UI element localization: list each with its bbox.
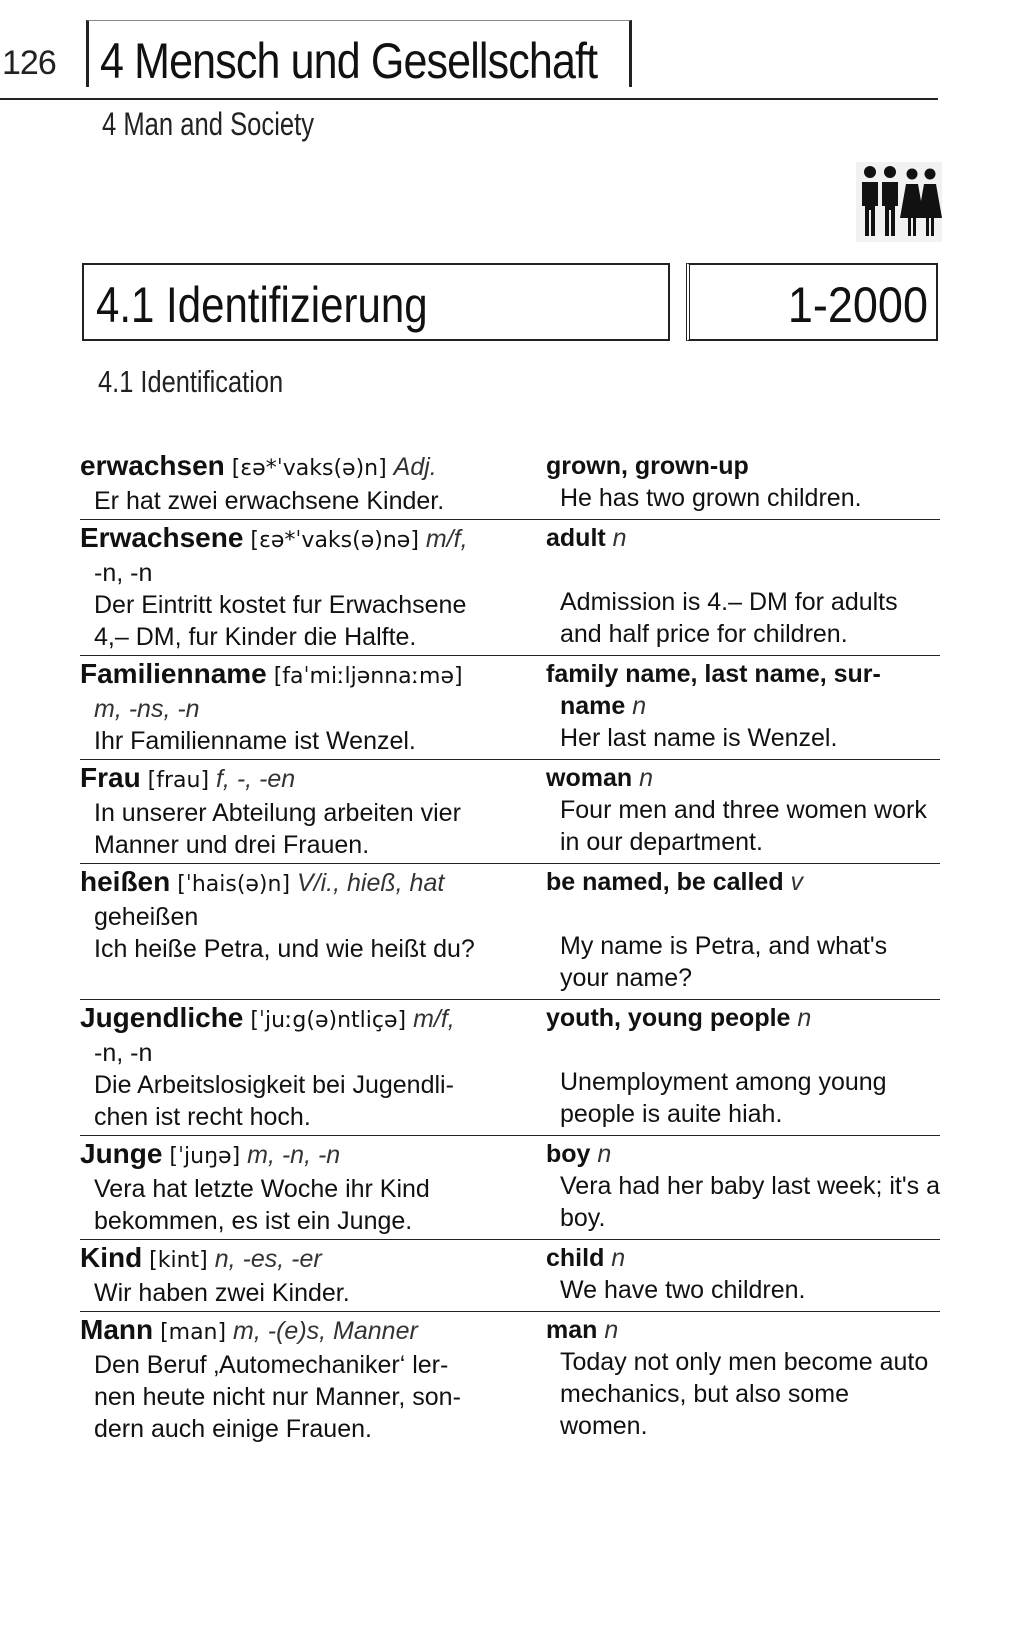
entry-english <box>530 866 940 997</box>
entry-english <box>530 1314 940 1445</box>
example-de: Ihr Familienname ist Wenzel. <box>94 727 416 755</box>
example-en: Vera had her baby last week; it's a <box>560 1172 940 1200</box>
page-number: 126 <box>2 44 56 82</box>
pronunciation: [ɛə*ˈvaks(ə)nə] <box>250 528 419 553</box>
grammar: n, -es, -er <box>214 1245 322 1273</box>
pronunciation: [ˈjuːg(ə)ntliçə] <box>250 1008 407 1033</box>
example-de: Manner und drei Frauen. <box>94 831 370 859</box>
pronunciation: [ˈhais(ə)n] <box>177 872 291 897</box>
entry-german <box>80 1002 530 1133</box>
grammar: m/f, <box>425 525 468 553</box>
translation-pos: n <box>597 1140 612 1168</box>
pronunciation: [man] <box>160 1320 227 1345</box>
translation-continued: name <box>560 692 626 720</box>
entry <box>80 1000 940 1136</box>
entry-german <box>80 1314 530 1445</box>
entry <box>80 864 940 1000</box>
example-en: He has two grown children. <box>560 484 862 512</box>
entry <box>80 1312 940 1447</box>
spacer <box>546 898 940 930</box>
entry-english <box>530 658 940 757</box>
pronunciation: [kint] <box>149 1248 208 1273</box>
headword: Jugendliche <box>80 1002 244 1033</box>
entry <box>80 760 940 864</box>
entry-english <box>530 1138 940 1237</box>
headword: Mann <box>80 1314 154 1345</box>
entry-german <box>80 866 530 997</box>
pronunciation: [faˈmiːljənnaːmə] <box>273 664 463 689</box>
translation-pos: n <box>797 1004 812 1032</box>
spacer <box>80 965 522 997</box>
grammar: m, -(e)s, Manner <box>233 1317 418 1345</box>
example-en: your name? <box>560 964 693 992</box>
translation-pos: n <box>611 1244 626 1272</box>
chapter-title: 4 Mensch und Gesellschaft <box>100 33 598 89</box>
entry-english <box>530 1242 940 1309</box>
translation: youth, young people <box>546 1004 791 1032</box>
example-de: nen heute nicht nur Manner, son- <box>94 1383 461 1411</box>
translation-pos: n <box>604 1316 619 1344</box>
example-de: In unserer Abteilung arbeiten vier <box>94 799 461 827</box>
example-en: boy. <box>560 1204 606 1232</box>
grammar: m, -n, -n <box>247 1141 341 1169</box>
translation: man <box>546 1316 598 1344</box>
example-en: people is auite hiah. <box>560 1100 783 1128</box>
example-en: in our department. <box>560 828 763 856</box>
entry <box>80 1240 940 1312</box>
chapter-subtitle: 4 Man and Society <box>102 106 315 142</box>
section-range: 1-2000 <box>787 277 928 333</box>
entry-german <box>80 450 530 517</box>
headword: Kind <box>80 1242 143 1273</box>
example-de: bekommen, es ist ein Junge. <box>94 1207 413 1235</box>
translation-pos: v <box>790 868 804 896</box>
grammar: m/f, <box>413 1005 455 1033</box>
translation: woman <box>546 764 633 792</box>
example-en: Four men and three women work <box>560 796 927 824</box>
translation: boy <box>546 1140 591 1168</box>
example-en: mechanics, but also some <box>560 1380 850 1408</box>
entry <box>80 448 940 520</box>
grammar: f, -, -en <box>215 765 296 793</box>
example-de: Den Beruf ‚Automechaniker‘ ler- <box>94 1351 449 1379</box>
entry-list <box>80 448 940 1447</box>
example-de: Ich heiße Petra, und wie heißt du? <box>94 935 475 963</box>
headword: Junge <box>80 1138 163 1169</box>
headword: Familienname <box>80 658 267 689</box>
entry-german <box>80 762 530 861</box>
entry <box>80 520 940 656</box>
pronunciation: [frau] <box>147 768 210 793</box>
section-subtitle: 4.1 Identification <box>98 364 284 399</box>
entry-english <box>530 522 940 653</box>
translation-pos: n <box>632 692 647 720</box>
headword: heißen <box>80 866 171 897</box>
entry <box>80 656 940 760</box>
example-en: women. <box>560 1412 648 1440</box>
example-en: My name is Petra, and what's <box>560 932 888 960</box>
translation: family name, last name, sur- <box>546 660 881 688</box>
example-en: We have two children. <box>560 1276 806 1304</box>
translation: child <box>546 1244 605 1272</box>
translation-pos: n <box>612 524 627 552</box>
grammar-line: m, -ns, -n <box>94 695 200 723</box>
grammar: Adj. <box>393 453 437 481</box>
chapter-rule <box>0 98 938 100</box>
example-de: dern auch einige Frauen. <box>94 1415 372 1443</box>
people-icon <box>856 162 942 242</box>
example-en: Unemployment among young <box>560 1068 887 1096</box>
entry-english <box>530 1002 940 1133</box>
example-de: Vera hat letzte Woche ihr Kind <box>94 1175 430 1203</box>
example-en: Her last name is Wenzel. <box>560 724 838 752</box>
entry-german <box>80 522 530 653</box>
example-de: Die Arbeitslosigkeit bei Jugendli- <box>94 1071 454 1099</box>
pronunciation: [ɛə*ˈvaks(ə)n] <box>231 456 387 481</box>
example-en: Today not only men become auto <box>560 1348 929 1376</box>
headword: erwachsen <box>80 450 225 481</box>
entry-english <box>530 762 940 861</box>
entry-german <box>80 658 530 757</box>
grammar-line: geheißen <box>94 903 199 931</box>
section-title: 4.1 Identifizierung <box>96 277 428 333</box>
spacer <box>546 1034 940 1066</box>
headword: Erwachsene <box>80 522 244 553</box>
translation-pos: n <box>639 764 653 792</box>
translation: grown, grown-up <box>546 452 749 480</box>
entry-german <box>80 1138 530 1237</box>
example-de: Der Eintritt kostet fur Erwachsene <box>94 591 467 619</box>
grammar: V/i., hieß, hat <box>297 869 445 897</box>
example-en: and half price for children. <box>560 620 848 648</box>
entry-german <box>80 1242 530 1309</box>
spacer <box>546 554 940 586</box>
example-de: Er hat zwei erwachsene Kinder. <box>94 487 445 515</box>
example-de: Wir haben zwei Kinder. <box>94 1279 350 1307</box>
grammar-line: -n, -n <box>94 559 153 587</box>
headword: Frau <box>80 762 141 793</box>
pronunciation: [ˈjuŋə] <box>169 1144 241 1169</box>
translation: be named, be called <box>546 868 784 896</box>
example-en: Admission is 4.– DM for adults <box>560 588 898 616</box>
grammar-line: -n, -n <box>94 1039 153 1067</box>
entry <box>80 1136 940 1240</box>
entry-english <box>530 450 940 517</box>
translation: adult <box>546 524 606 552</box>
example-de: chen ist recht hoch. <box>94 1103 311 1131</box>
example-de: 4,– DM, fur Kinder die Halfte. <box>94 623 417 651</box>
